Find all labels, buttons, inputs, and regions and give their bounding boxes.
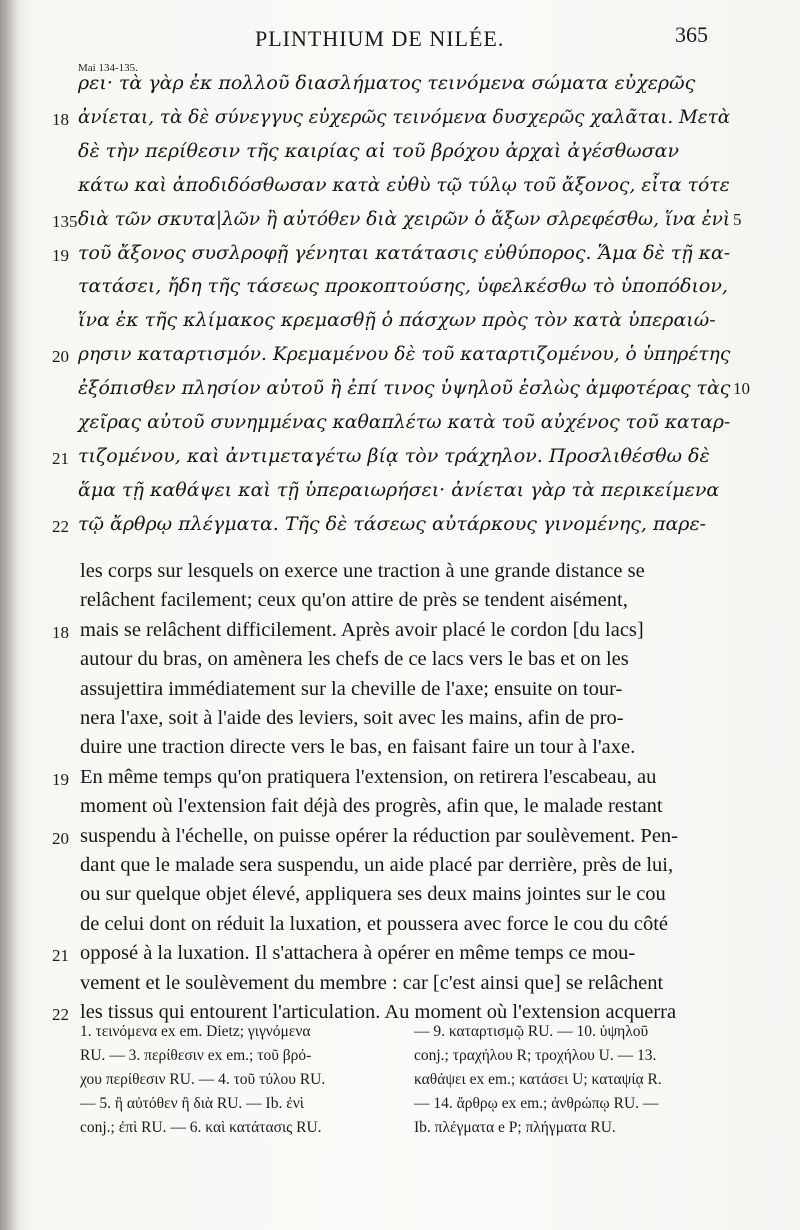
footnotes-left-column bbox=[80, 1020, 400, 1140]
french-text-line: les corps sur lesquels on exerce une traction à une grande distance se bbox=[80, 560, 645, 582]
binding-shadow bbox=[0, 0, 20, 1230]
greek-text-line: κάτω καὶ ἀποδιδόσθωσαν κατὰ εὐθὺ τῷ τύλῳ τοῦ ἄξονος, εἶτα τότε bbox=[78, 173, 730, 196]
french-text-line: moment où l'extension fait déjà des progrès, afin que, le malade restant bbox=[80, 795, 663, 818]
line-number: 21 bbox=[52, 448, 69, 468]
footnote-line: καθάψει ex em.; κατάσει U; καταψίᾳ R. bbox=[414, 1071, 662, 1088]
french-text-line: suspendu à l'échelle, on puisse opérer la réduction par soulèvement. Pen- bbox=[80, 824, 679, 847]
footnote-line: — 14. ἄρθρῳ ex em.; ἀνθρώπῳ RU. — bbox=[414, 1095, 659, 1112]
greek-text-line: τιζομένου, καὶ ἀντιμεταγέτω βίᾳ τὸν τράχηλον. Προσλιθέσθω δὲ bbox=[78, 444, 710, 467]
french-text-line: dant que le malade sera suspendu, un aide placé par derrière, près de lui, bbox=[80, 854, 674, 876]
greek-text-line: δὲ τὴν περίθεσιν τῆς καιρίας αἱ τοῦ βρόχου ἀρχαὶ ἀγέσθωσαν bbox=[78, 139, 680, 162]
line-number: 135 bbox=[52, 211, 78, 231]
greek-text-line: τῷ ἄρθρῳ πλέγματα. Τῆς δὲ τάσεως αὐτάρκους γινομένης, παρε- bbox=[78, 512, 707, 535]
running-head-title: PLINTHIUM DE NILÉE. bbox=[255, 26, 505, 51]
french-text-line: assujettira immédiatement sur la cheville de l'axe; ensuite on tour- bbox=[80, 677, 623, 700]
french-text-line: mais se relâchent difficilement. Après avoir placé le cordon [du lacs] bbox=[80, 618, 644, 641]
line-number: 20 bbox=[52, 828, 69, 848]
greek-text-line: ἵνα ἐκ τῆς κλίμακος κρεμασθῇ ὁ πάσχων πρὸς τὸν κατὰ ὑπεραιώ- bbox=[78, 309, 716, 332]
manuscript-reference: Mai 134-135. bbox=[78, 62, 138, 74]
french-text-line: autour du bras, on amènera les chefs de ce lacs vers le bas et on les bbox=[80, 648, 629, 671]
line-number: 19 bbox=[52, 245, 69, 265]
french-text-line: vement et le soulèvement du membre : car [c'est ainsi que] se relâchent bbox=[80, 971, 664, 994]
french-text-line: En même temps qu'on pratiquera l'extension, on retirera l'escabeau, au bbox=[80, 765, 657, 788]
greek-text-line: ρει· τὰ γὰρ ἐκ πολλοῦ διασλήματος τεινόμενα σώματα εὐχερῶς bbox=[78, 72, 696, 94]
greek-text-line: χεῖρας αὐτοῦ συνημμένας καθαπλέτω κατὰ τοῦ αὐχένος τοῦ καταρ- bbox=[78, 411, 731, 433]
margin-line-number: 5 bbox=[733, 209, 742, 229]
french-text-line: ou sur quelque objet élevé, appliquera ses deux mains jointes sur le cou bbox=[80, 883, 666, 906]
french-text-line: de celui dont on réduit la luxation, et poussera avec force le cou du côté bbox=[80, 912, 669, 935]
footnote-line: Ib. πλέγματα e P; πλήγματα RU. bbox=[414, 1119, 616, 1136]
footnote-line: conj.; ἐπὶ RU. — 6. καὶ κατάτασις RU. bbox=[80, 1119, 322, 1136]
line-number: 19 bbox=[52, 769, 69, 789]
french-text-line: opposé à la luxation. Il s'attachera à opérer en même temps ce mou- bbox=[80, 942, 636, 965]
greek-text-line: ἐξόπισθεν πλησίον αὐτοῦ ἢ ἐπί τινος ὑψηλοῦ ἑσλὼς ἀμφοτέρας τὰς bbox=[78, 377, 731, 400]
greek-text-line: τοῦ ἄξονος συσλροφῇ γένηται κατάτασις εὐθύπορος. Ἅμα δὲ τῇ κα- bbox=[78, 241, 731, 264]
french-text-line: duire une traction directe vers le bas, en faisant faire un tour à l'axe. bbox=[80, 736, 636, 759]
page-number: 365 bbox=[675, 22, 708, 47]
greek-text-line: ἅμα τῇ καθάψει καὶ τῇ ὑπεραιωρήσει· ἀνίεται γὰρ τὰ περικείμενα bbox=[78, 478, 720, 501]
french-text-line: les tissus qui entourent l'articulation. Au moment où l'extension acquerra bbox=[80, 1001, 677, 1023]
greek-text-line: ρησιν καταρτισμόν. Κρεμαμένου δὲ τοῦ καταρτιζομένου, ὁ ὑπηρέτης bbox=[78, 343, 731, 366]
greek-text-line: τατάσει, ἤδη τῆς τάσεως προκοπτούσης, ὑφελκέσθω τὸ ὑποπόδιον, bbox=[78, 275, 728, 298]
line-number: 21 bbox=[52, 946, 69, 966]
footnotes-right-column bbox=[414, 1020, 734, 1140]
greek-text-line: ἀνίεται, τὰ δὲ σύνεγγυς εὐχερῶς τεινόμενα δυσχερῶς χαλᾶται. Μετὰ bbox=[78, 105, 731, 128]
footnote-line: RU. — 3. περίθεσιν ex em.; τοῦ βρό- bbox=[80, 1047, 312, 1064]
line-number: 22 bbox=[52, 516, 69, 536]
margin-line-number: 10 bbox=[733, 379, 750, 399]
greek-text-line: διὰ τῶν σκυτα|λῶν ἢ αὐτόθεν διὰ χειρῶν ὁ ἄξων σλρεφέσθω, ἵνα ἐνὶ bbox=[78, 207, 731, 230]
line-number: 18 bbox=[52, 109, 69, 129]
footnote-line: — 5. ἢ αὐτόθεν ἢ διὰ RU. — Ib. ἐνὶ bbox=[80, 1095, 304, 1112]
footnote-line: 1. τεινόμενα ex em. Dietz; γιγνόμενα bbox=[80, 1023, 311, 1040]
footnote-line: — 9. καταρτισμῷ RU. — 10. ὑψηλοῦ bbox=[414, 1023, 649, 1040]
french-text-line: nera l'axe, soit à l'aide des leviers, soit avec les mains, afin de pro- bbox=[80, 707, 624, 729]
footnote-line: χου περίθεσιν RU. — 4. τοῦ τύλου RU. bbox=[80, 1071, 326, 1088]
line-number: 22 bbox=[52, 1005, 69, 1024]
line-number: 18 bbox=[52, 622, 69, 642]
french-text-line: relâchent facilement; ceux qu'on attire de près se tendent aisément, bbox=[80, 589, 628, 612]
line-number: 20 bbox=[52, 347, 69, 367]
footnote-line: conj.; τραχήλου R; τροχήλου U. — 13. bbox=[414, 1047, 657, 1064]
